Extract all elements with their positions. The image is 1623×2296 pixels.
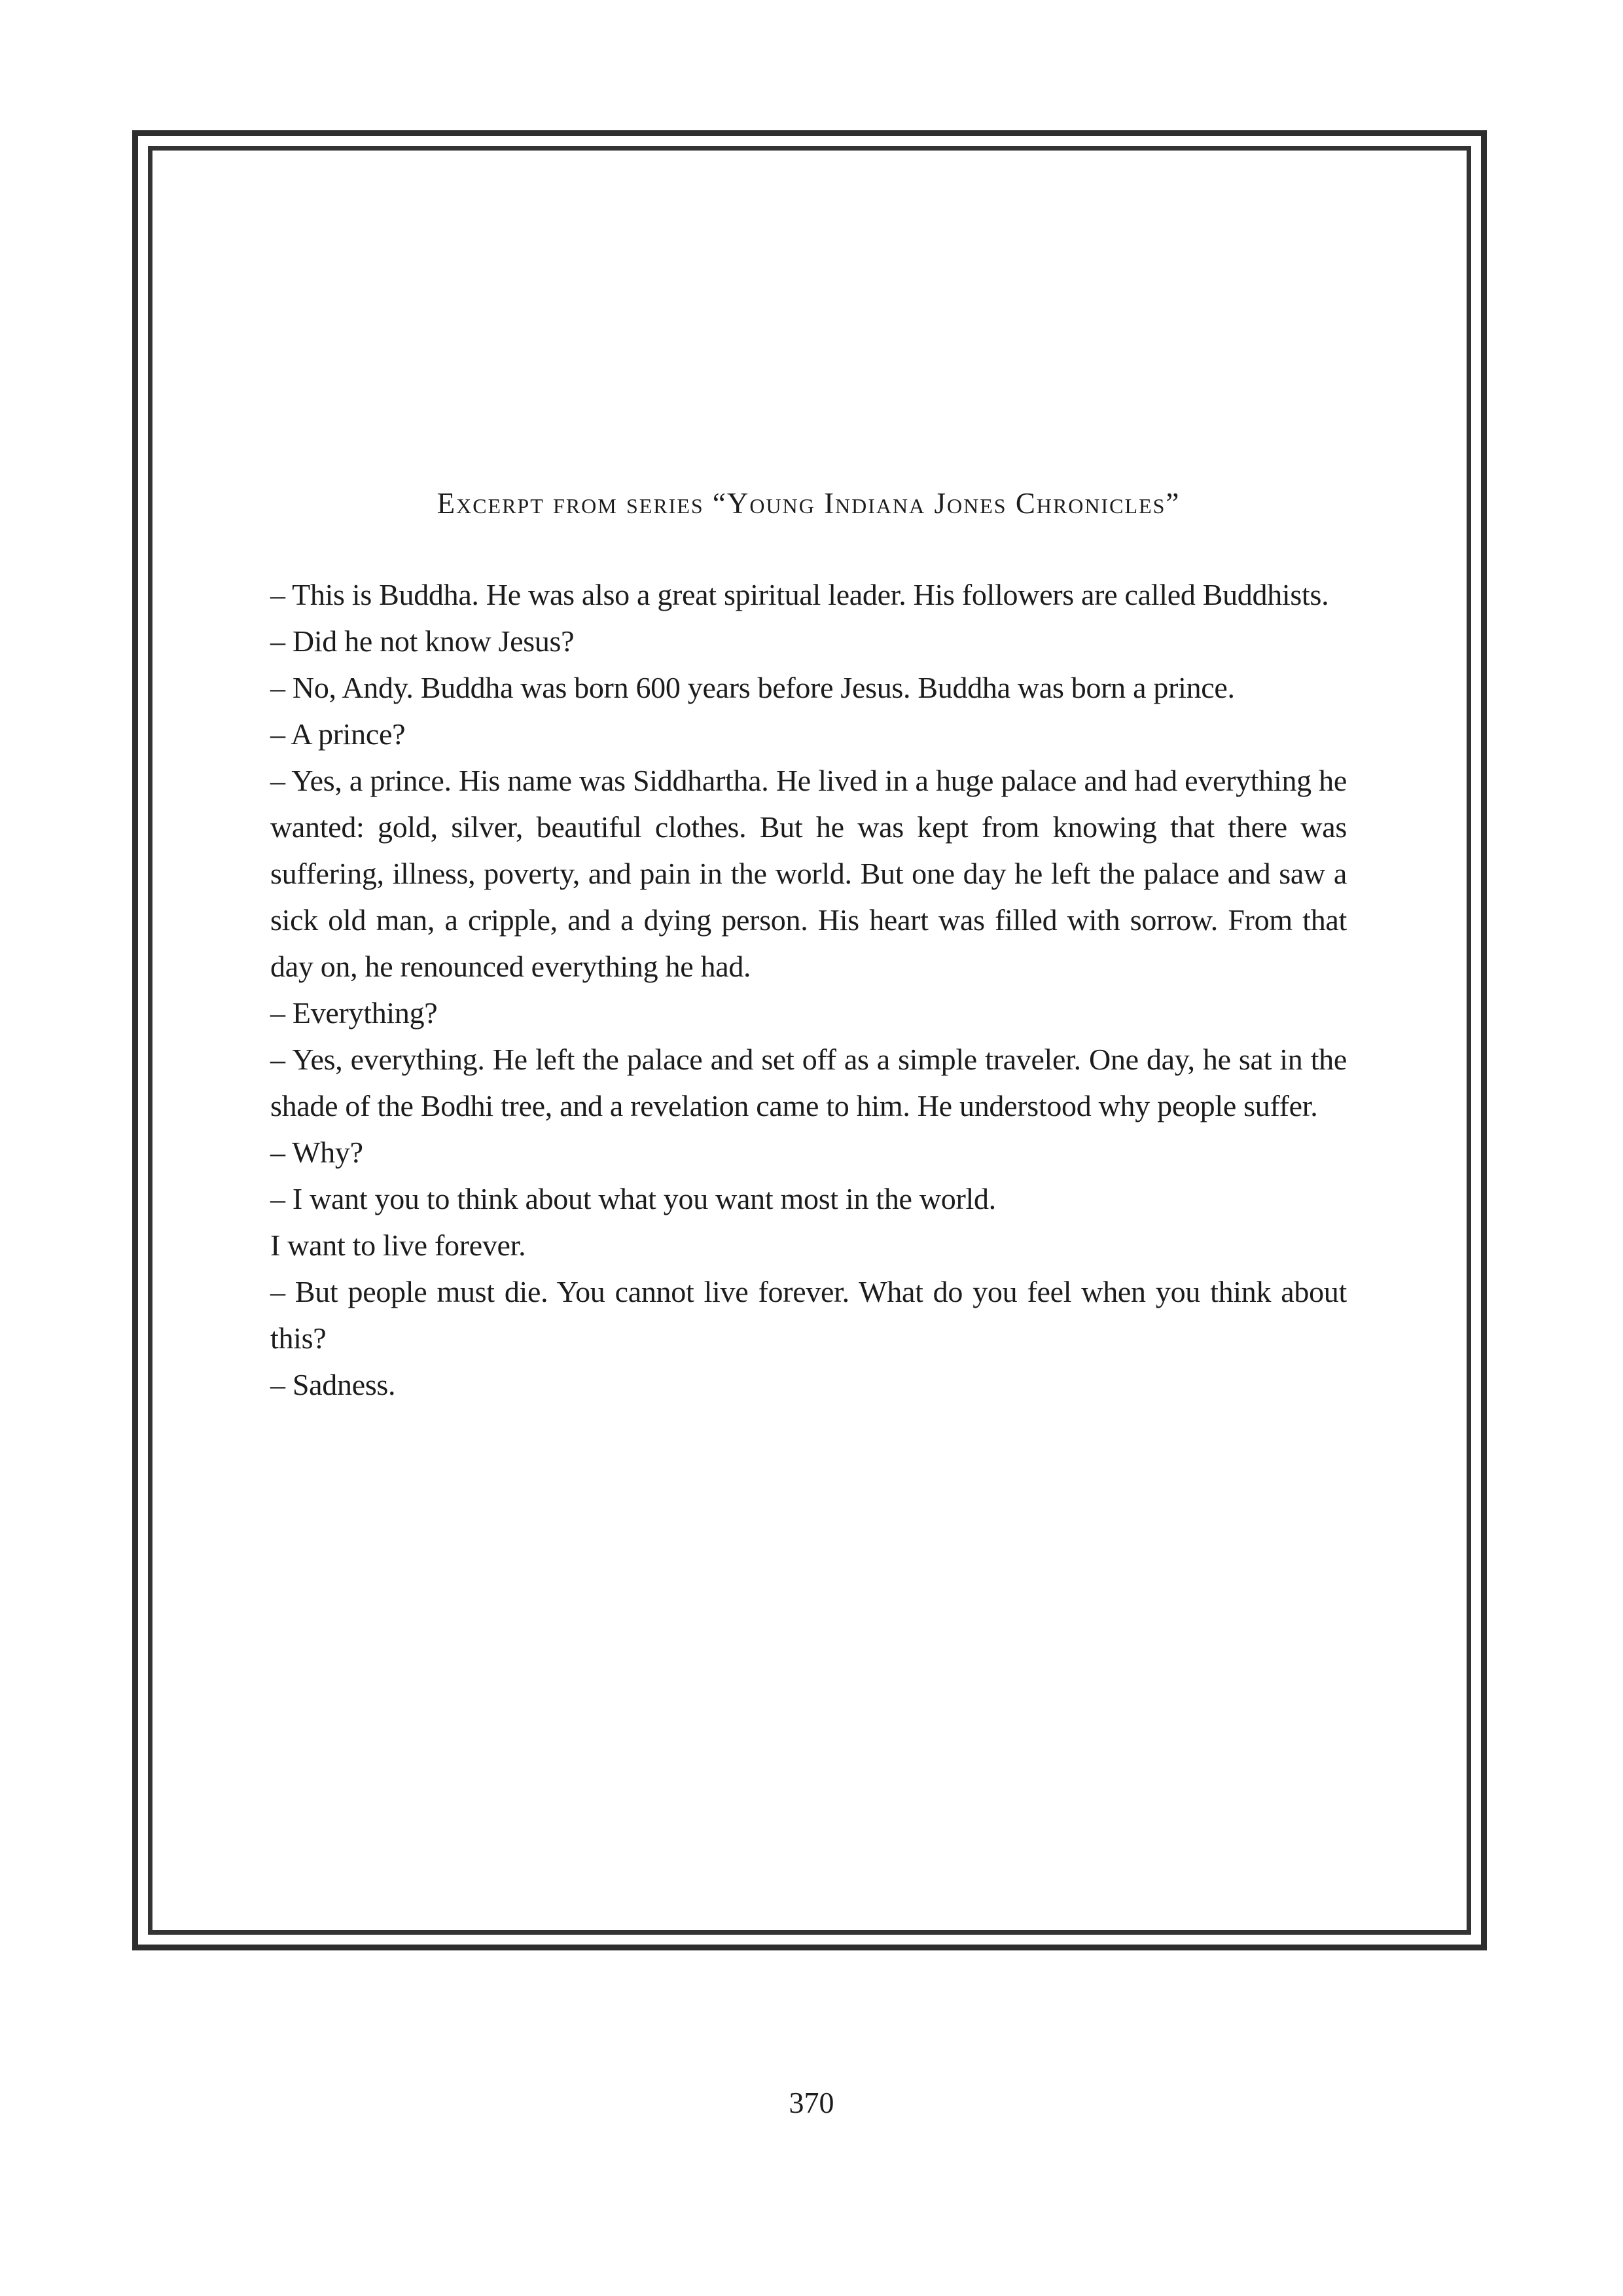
dialogue-line: I want to live forever. (270, 1229, 526, 1262)
excerpt-title: Excerpt from series “Young Indiana Jones Chronicles” (437, 487, 1181, 520)
dialogue-line: – But people must die. You cannot live forever. What do you feel when you think about this? (270, 1275, 1347, 1355)
dialogue-line: – No, Andy. Buddha was born 600 years before Jesus. Buddha was born a prince. (270, 671, 1235, 704)
dialogue-line: – Why? (270, 1136, 363, 1169)
page-number: 370 (789, 2086, 834, 2119)
dialogue-line: – Sadness. (270, 1368, 396, 1401)
dialogue-line: – Did he not know Jesus? (270, 624, 575, 658)
dialogue-line: – Everything? (270, 996, 438, 1030)
dialogue-line: – This is Buddha. He was also a great spiritual leader. His followers are called Buddhists. (270, 578, 1329, 611)
dialogue-line: – I want you to think about what you want most in the world. (270, 1182, 996, 1215)
dialogue-text (270, 571, 1347, 1408)
page-content (270, 480, 1347, 1408)
dialogue-line: – Yes, everything. He left the palace and set off as a simple traveler. One day, he sat in the shade of the Bodhi tree, and a revelation came to him. He understood why people suffer. (270, 1043, 1347, 1122)
dialogue-line: – Yes, a prince. His name was Siddhartha. He lived in a huge palace and had everything he wanted: gold, silver, beautiful clothes. But he was kept from knowing that there was suffering, illness, poverty, and pain in the world. But one day he left the palace and saw a sick old man, a cripple, and a dying person. His heart was filled with sorrow. From that day on, he renounced everything he had. (270, 764, 1347, 983)
dialogue-line: – A prince? (270, 717, 406, 751)
